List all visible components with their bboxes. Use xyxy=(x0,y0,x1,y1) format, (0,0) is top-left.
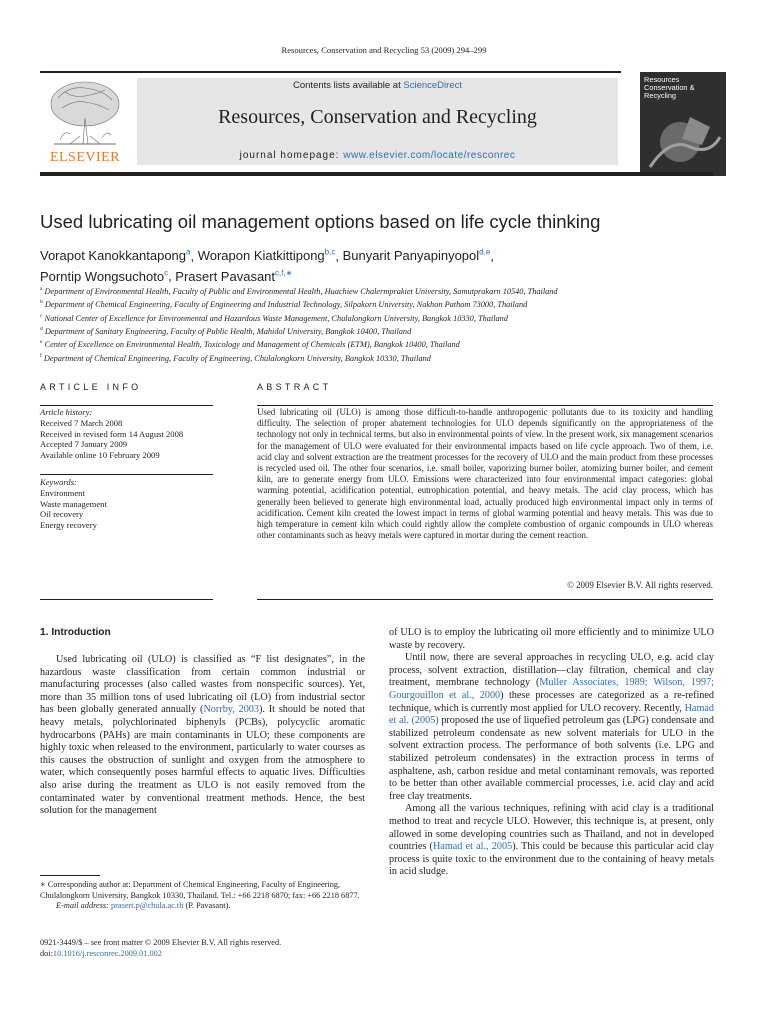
author[interactable] xyxy=(343,248,491,263)
paragraph-text: ). It should be noted that heavy metals, polychlorinated biphenyls (PCBs), polycyclic aromatic hydrocarbons (PAHs) are main contaminants in ULO; these components are highly toxic when released to the environment, particularly to water courses as this causes the obstruction of sunlight and oxygen from the atmosphere to water, which consequently poses harmful effects to aquatic lives. Difficulties also arise during the treatment as ULO is not easily removed from the contaminated water by conventional treatment methods. Hence, the best solution for the management xyxy=(40,704,366,817)
affiliation-marker: c xyxy=(40,312,43,319)
author[interactable] xyxy=(40,269,168,284)
citation-link[interactable]: Muller Associates, 1989; Wilson, 1997; Gourgouillon et al., 2000 xyxy=(389,677,715,701)
sciencedirect-link[interactable]: ScienceDirect xyxy=(403,80,462,91)
paper-title: Used lubricating oil management options based on life cycle thinking xyxy=(40,211,601,232)
author-affiliation-marker[interactable]: b,c xyxy=(324,248,336,257)
author-name: Bunyarit Panyapinyopol xyxy=(342,248,480,264)
affiliation-text: Department of Environmental Health, Faculty of Public and Environmental Health, Huachiew Chalermprakiet University, Samutprakarn 10540, Thailand xyxy=(44,286,558,296)
history-entry: Available online 10 February 2009 xyxy=(40,450,160,461)
journal-homepage xyxy=(137,150,618,161)
author-separator: , xyxy=(490,248,494,264)
paragraph-text: Among all the various techniques, refining with acid clay is a traditional method to treat and recycle ULO. However, this technique is, at present, only allowed in some developing countries such as Thailand, and not in developed countries ( xyxy=(389,803,714,853)
article-info-bottom-rule xyxy=(40,599,213,600)
section-heading-introduction: 1. Introduction xyxy=(40,627,111,638)
body-column-right xyxy=(389,627,714,879)
affiliation-text: Department of Sanitary Engineering, Faculty of Public Health, Mahidol University, Bangkok 10400, Thailand xyxy=(44,326,412,336)
affiliation-marker: f xyxy=(40,352,42,359)
contents-line xyxy=(137,80,618,91)
paragraph-text: of ULO is to employ the lubricating oil more efficiently and to minimize ULO waste by recovery. xyxy=(389,627,714,651)
article-history-label: Article history: xyxy=(40,407,93,417)
affiliation-text: Department of Chemical Engineering, Faculty of Engineering, Chulalongkorn University, Bangkok 10330, Thailand xyxy=(43,353,431,363)
cover-title-line: Recycling xyxy=(644,91,677,100)
author[interactable] xyxy=(175,269,292,284)
keyword: Waste management xyxy=(40,498,107,509)
article-info-divider xyxy=(40,474,213,475)
keywords-label: Keywords: xyxy=(40,477,77,487)
footnote-email-line xyxy=(40,901,365,912)
author-separator: , xyxy=(190,248,198,264)
affiliation xyxy=(40,284,720,297)
journal-title: Resources, Conservation and Recycling xyxy=(218,106,537,128)
author-list xyxy=(40,244,720,285)
affiliation xyxy=(40,311,720,324)
email-suffix: (P. Pavasant). xyxy=(183,901,231,911)
author-name: Worapon Kiatkittipong xyxy=(197,248,325,264)
author-separator: , xyxy=(168,268,176,284)
author-affiliation-marker[interactable]: d,e xyxy=(479,248,491,257)
paragraph-text: Used lubricating oil (ULO) is classified as “F list designates”, in the hazardous waste classification from certain common industrial or manufacturing processes (also called wastes from nonspecific sources). Yet, more than 35 million tons of used lubricating oil (LO) from industrial sector has been globally generated annually ( xyxy=(40,654,365,716)
doi-link[interactable]: 10.1016/j.resconrec.2009.01.002 xyxy=(52,949,162,959)
paragraph xyxy=(389,803,714,879)
cover-title xyxy=(644,76,724,100)
abstract-rule xyxy=(257,405,713,406)
paragraph xyxy=(389,627,714,652)
affiliation-text: National Center of Excellence for Environmental and Hazardous Waste Management, Chulalongkorn University, Bangkok 10330, Thailand xyxy=(44,313,508,323)
history-entry: Received 7 March 2008 xyxy=(40,417,123,428)
affiliation xyxy=(40,324,720,337)
history-entry: Received in revised form 14 August 2008 xyxy=(40,428,184,439)
paragraph-text: proposed the use of liquefied petroleum gas (LPG) condensate and stabilized petroleum condensate as new solvent materials for ULO in the solvent extraction process. The performance of both solvents (i.e. LPG and stabilized petroleum condensates) in the extraction process in terms of asphaltene, ash, carbon residue and metal contaminant removals, was reported to be better than other available commercial processes, i.e. acid clay and acid free clay treatments. xyxy=(389,715,714,802)
keyword: Energy recovery xyxy=(40,520,97,531)
author-name: Porntip Wongsuchoto xyxy=(40,268,165,284)
publisher-wordmark: ELSEVIER xyxy=(49,150,121,165)
affiliation xyxy=(40,297,720,310)
abstract-copyright: © 2009 Elsevier B.V. All rights reserved. xyxy=(567,580,713,590)
author[interactable] xyxy=(198,248,336,263)
author[interactable] xyxy=(40,248,190,263)
affiliation xyxy=(40,351,720,364)
author-affiliation-marker[interactable]: c,f,∗ xyxy=(275,268,293,278)
article-info-heading: ARTICLE INFO xyxy=(40,382,142,392)
affiliation-text: Department of Chemical Engineering, Faculty of Engineering and Industrial Technology, Silpakorn University, Nakhon Pathom 73000, Thailand xyxy=(44,300,528,310)
abstract-text: Used lubricating oil (ULO) is among those difficult-to-handle anthropogenic pollutants due to its toxicity and handling difficulty. The selection of proper abatement technologies for ULO depends significantly on the appropriateness of the technology not only in technical terms, but also in environmental points of view. In the present work, six management scenarios for the management of ULO were evaluated for their environmental impacts based on life cycle approach. Two of them, i.e. acid clay and solvent extraction are the treatment processes for the recovery of ULO and the main product from these processes is recycled used oil. The other four scenarios, i.e. small boiler, vaporizing burner boiler, atomizing burner boiler, and cement kiln, are to generate energy from ULO. Emissions were characterized into four environmental impact categories: global warming potential, acidification potential, eutrophication potential, and heavy metals. The acid clay process, which has generally been believed to generate high environmental load, actually produced high environmental impact only in terms of acidification. Cement kiln created the lowest impact in terms of global warming potential and heavy metals. This was due to high temperature in cement kiln which could rightly allow the complete combustion of organic compounds in ULO whereas other contaminants such as heavy metals were captured in mortar during the cement reaction. xyxy=(257,407,713,541)
affiliation-marker: d xyxy=(40,326,43,333)
citation-link[interactable]: Hamad et al. (2005) xyxy=(389,702,714,727)
history-entry: Accepted 7 January 2009 xyxy=(40,439,128,450)
masthead-bottom-rule xyxy=(40,172,713,176)
paragraph xyxy=(40,654,365,818)
abstract-heading: ABSTRACT xyxy=(257,382,332,392)
affiliation-marker: e xyxy=(40,339,43,346)
footnote-rule xyxy=(40,875,100,876)
doi-line xyxy=(40,948,380,959)
running-head: Resources, Conservation and Recycling 53 (2009) 294–299 xyxy=(281,45,487,55)
keyword: Oil recovery xyxy=(40,509,84,520)
cover-title-line: Resources xyxy=(644,75,680,84)
doi-prefix: doi: xyxy=(40,949,53,959)
affiliation-marker: a xyxy=(40,286,43,292)
author-separator: , xyxy=(335,248,343,264)
email-label: E-mail address: xyxy=(56,901,109,911)
corresponding-author-footnote xyxy=(40,880,365,912)
affiliation-list xyxy=(40,284,720,364)
author-affiliation-marker[interactable]: a xyxy=(186,248,191,257)
contents-prefix: Contents lists available at xyxy=(293,80,404,91)
homepage-prefix: journal homepage: xyxy=(239,150,344,161)
homepage-link[interactable]: www.elsevier.com/locate/resconrec xyxy=(343,150,516,161)
keyword: Environment xyxy=(40,487,85,498)
paragraph-text: ). This could be because this particular acid clay process is quite toxic to the environment due to the containing of heavy metals in acid sludge. xyxy=(389,841,714,878)
author-name: Prasert Pavasant xyxy=(175,268,276,284)
paragraph-text: ) these processes are categorized as a re-refined technique, which is currently most applied for ULO recovery. Recently, xyxy=(389,689,715,714)
body-column-left xyxy=(40,654,365,818)
article-info-rule xyxy=(40,405,213,406)
affiliation-marker: b xyxy=(40,299,43,306)
paragraph xyxy=(389,652,714,803)
footnote-text: ∗ Corresponding author at: Department of Chemical Engineering, Faculty of Engineering, Chulalongkorn University, Bangkok 10330, Thailand. Tel.: +66 2218 6870; fax: +66 2218 6877. xyxy=(40,880,360,900)
citation-link[interactable]: Hamad et al., 2005 xyxy=(432,841,513,853)
author-name: Vorapot Kanokkantapong xyxy=(40,248,187,264)
abstract-bottom-rule xyxy=(257,599,713,600)
masthead-top-rule xyxy=(40,71,621,73)
email-link[interactable]: prasert.p@chula.ac.th xyxy=(111,901,184,911)
affiliation-text: Center of Excellence on Environmental Health, Toxicology and Management of Chemicals (ETM), Bangkok 10400, Thailand xyxy=(44,340,460,350)
citation-link[interactable]: Norrby, 2003 xyxy=(203,704,259,716)
article-history xyxy=(40,407,220,461)
paragraph-text: Until now, there are several approaches in recycling ULO, e.g. acid clay process, solvent extraction, distillation—clay filtration, chemical and clay treatment, membrane technology ( xyxy=(389,652,714,689)
keywords xyxy=(40,477,220,531)
affiliation xyxy=(40,337,720,350)
cover-title-line: Conservation & xyxy=(644,83,695,92)
author-affiliation-marker[interactable]: c xyxy=(164,268,169,278)
front-matter xyxy=(40,937,380,960)
front-matter-line: 0921-3449/$ – see front matter © 2009 Elsevier B.V. All rights reserved. xyxy=(40,938,282,947)
